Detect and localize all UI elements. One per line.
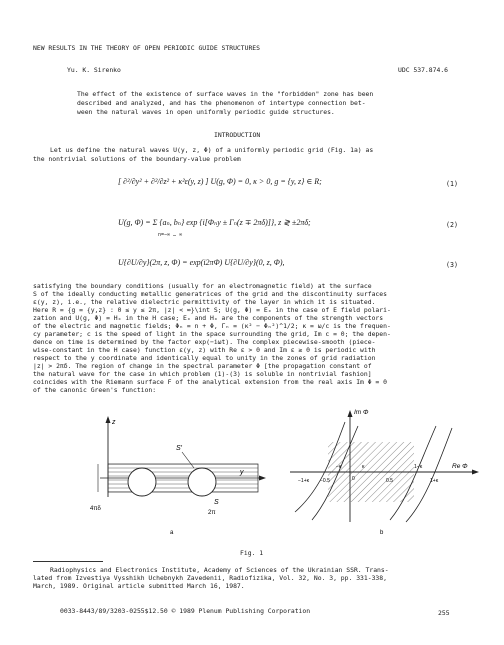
section-heading: INTRODUCTION — [214, 131, 261, 139]
im-phi-label: Im Φ — [354, 409, 369, 416]
body-line: coincides with the Riemann surface F of the analytical extension from the real axis Im Φ = 0 — [33, 378, 387, 386]
body-line: cy parameter; c is the speed of light in the space surrounding the grid, Im c = 0; the depen- — [33, 330, 391, 338]
copyright-line: 0033-8443/89/3203-0255$12.50 © 1989 Plenum Publishing Corporation — [60, 607, 311, 615]
s-label: S — [214, 499, 219, 506]
article-title: NEW RESULTS IN THE THEORY OF OPEN PERIODIC GUIDE STRUCTURES — [33, 44, 261, 52]
tick-minus-one-kappa: −1+κ — [298, 478, 310, 484]
figure-caption: Fig. 1 — [240, 549, 264, 557]
tick-one-minus-kappa: 1−κ — [414, 464, 423, 470]
page-number: 255 — [438, 609, 450, 617]
equation-3: U{∂U/∂y}(2π, z, Φ) = exp(i2πΦ) U{∂U/∂y}(0, z, Φ), — [118, 258, 285, 267]
body-line: wise-constant in the H case) function ε(y, z) with Re ε > 0 and Im ε ≥ 0 is periodic with — [33, 346, 376, 354]
udc-code: UDC 537.874.6 — [398, 66, 449, 74]
body-line: Here R = {g = {y,z} : 0 ≤ y ≤ 2π, |z| < ∞}\int S; U(g, Φ) = Eₓ in the case of E field polari- — [33, 306, 391, 314]
equation-1-number: (1) — [446, 180, 458, 188]
body-line: the natural wave for the case in which problem (1)-(3) is soluble in nontrivial fashion] — [33, 370, 372, 378]
equation-2-number: (2) — [446, 221, 458, 229]
body-line: respect to the y coordinate and identically equal to unity in the zones of grid radiation — [33, 354, 376, 362]
equation-1: [ ∂²/∂y² + ∂²/∂z² + κ²ε(y, z) ] U(g, Φ) = 0, κ > 0, g = {y, z} ∈ R; — [118, 177, 322, 186]
grid-generatrix — [128, 468, 156, 496]
re-phi-label: Re Φ — [452, 463, 468, 470]
z-axis-label: z — [112, 419, 116, 426]
body-line: dence on time is determined by the factor exp(−iωt). The complex piecewise-smooth (piece- — [33, 338, 376, 346]
footnote-line: Radiophysics and Electronics Institute, Academy of Sciences of the Ukrainian SSR. Trans- — [50, 566, 389, 574]
figure-1 — [90, 402, 480, 552]
body-line: zation and U(g, Φ) = Hₓ in the H case; Eₓ and Hₓ are the components of the strength vectors — [33, 314, 384, 322]
equation-2-sum-limits: n=−∞ … ∞ — [158, 232, 183, 238]
abstract-line: described and analyzed, and has the phenomenon of intertype connection bet- — [77, 99, 366, 107]
y-axis-label: y — [240, 469, 244, 476]
panel-a-label: a — [170, 530, 174, 536]
body-line: of the electric and magnetic fields; Φₙ = n + Φ, Γₙ = (κ² − Φₙ²)^1/2; κ = ω/c is the frequen- — [33, 322, 391, 330]
abstract-line: ween the natural waves in open uniformly periodic guide structures. — [77, 108, 335, 116]
figure-panel-b — [290, 409, 479, 536]
width-label: 4πδ — [90, 506, 101, 512]
figure-panel-a — [90, 416, 266, 536]
grid-generatrix — [188, 468, 216, 496]
tick-minus-half: −0.5 — [320, 478, 330, 484]
panel-b-label: b — [380, 530, 384, 536]
tick-half: 0.5 — [386, 478, 393, 484]
equation-2: U(g, Φ) = Σ {aₙ, bₙ} exp {i[Φₙy ± Γₙ(z ∓ 2πδ)]}, z ≷ ±2πδ; — [118, 218, 311, 227]
author: Yu. K. Sirenko — [67, 66, 121, 74]
tick-kappa: κ — [362, 464, 365, 470]
abstract-line: The effect of the existence of surface waves in the "forbidden" zone has been — [77, 90, 374, 98]
body-line: S of the ideally conducting metallic generatrices of the grid and the discontinuity surfaces — [33, 290, 387, 298]
footnote-rule — [33, 561, 103, 562]
footnote-line: lated from Izvestiya Vysshikh Uchebnykh Zavedenii, Radiofizika, Vol. 32, No. 3, pp. 331-338, — [33, 574, 387, 582]
tick-zero: 0 — [352, 476, 355, 482]
tick-one-plus-kappa: 1+κ — [430, 478, 439, 484]
tick-minus-kappa: −κ — [336, 464, 342, 470]
body-line: ε(y, z), i.e., the relative dielectric permittivity of the layer in which it is situated. — [33, 298, 376, 306]
body-line: of the canonic Green's function: — [33, 386, 157, 394]
footnote-line: March, 1989. Original article submitted March 16, 1987. — [33, 582, 245, 590]
equation-3-number: (3) — [446, 261, 458, 269]
body-line: |z| > 2πδ. The region of change in the spectral parameter Φ [the propagation constant of — [33, 362, 372, 370]
intro-line: the nontrivial solutions of the boundary-value problem — [33, 155, 241, 163]
period-label: 2π — [208, 510, 216, 516]
s-prime-label: S′ — [176, 445, 182, 452]
body-line: satisfying the boundary conditions (usually for an electromagnetic field) at the surface — [33, 282, 372, 290]
intro-line: Let us define the natural waves U(y, z, Φ) of a uniformly periodic grid (Fig. 1a) as — [50, 146, 374, 154]
